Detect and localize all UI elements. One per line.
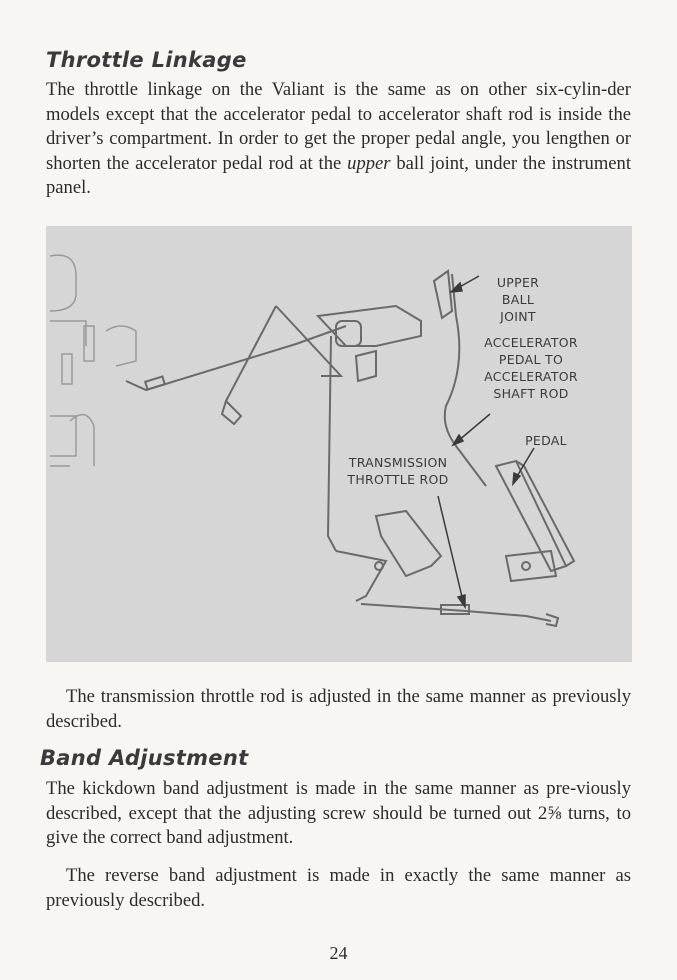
transmission-rod-paragraph: The transmission throttle rod is adjusted in the same manner as previously described. (46, 686, 631, 732)
page-number: 24 (329, 943, 348, 963)
paragraph-text-end: ball joint, under the instrument panel. (46, 152, 631, 198)
section-heading-throttle-linkage: Throttle Linkage (46, 48, 247, 72)
throttle-linkage-diagram (46, 226, 632, 662)
label-transmission-throttle-rod: TRANSMISSION THROTTLE ROD (347, 455, 449, 487)
engine-outline (50, 255, 136, 466)
reverse-band-paragraph: The reverse band adjustment is made in exactly the same manner as previously described. (46, 865, 631, 911)
emphasis-upper: upper (347, 152, 391, 174)
label-pedal: PEDAL (525, 433, 567, 448)
paragraph-text: The throttle linkage on the Valiant is the same as on other six-cylin-der models except that the accelerator pedal to accelerator shaft rod is inside the driver’s compartment. In order to get the proper pedal angle, you lengthen or shorten the accelerator pedal rod at the (46, 79, 631, 174)
throttle-linkage-paragraph (46, 78, 631, 201)
label-upper-ball-joint: UPPER BALL JOINT (496, 275, 540, 324)
kickdown-band-paragraph: The kickdown band adjustment is made in the same manner as pre-viously described, except that the adjusting screw should be turned out 2⅝ turns, to give the correct band adjustment. (46, 778, 631, 848)
section-heading-band-adjustment: Band Adjustment (40, 746, 249, 770)
label-accelerator-pedal-rod: ACCELERATOR PEDAL TO ACCELERATOR SHAFT ROD (484, 335, 578, 401)
